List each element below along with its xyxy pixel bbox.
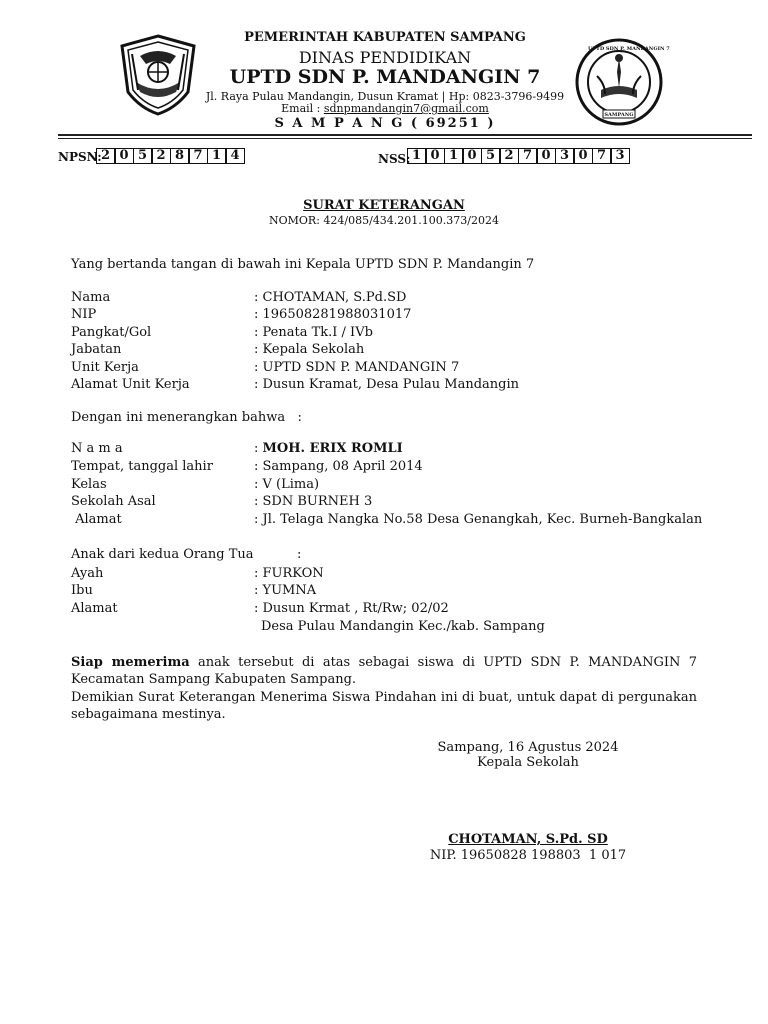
closing-bold-lead: Siap memerima	[71, 655, 190, 670]
student-name-colon: :	[254, 441, 263, 456]
nss-digit-box: 1	[444, 148, 464, 164]
npsn-digit-box: 5	[133, 148, 153, 164]
header-rule-thick	[58, 134, 752, 136]
signer-value: : Dusun Kramat, Desa Pulau Mandangin	[254, 377, 520, 392]
nss-digit-box: 3	[555, 148, 575, 164]
closing-paragraph-1	[71, 654, 697, 688]
student-label: Kelas	[71, 477, 107, 492]
email-label: Email :	[281, 102, 321, 115]
student-label: Alamat	[71, 512, 122, 527]
nss-digit-box: 7	[518, 148, 538, 164]
government-name: PEMERINTAH KABUPATEN SAMPANG	[244, 30, 526, 45]
nss-digit-box: 3	[610, 148, 630, 164]
nss-digit-box: 7	[592, 148, 612, 164]
opening-sentence: Yang bertanda tangan di bawah ini Kepala UPTD SDN P. Mandangin 7	[71, 257, 535, 272]
signer-value: : UPTD SDN P. MANDANGIN 7	[254, 360, 460, 375]
school-email[interactable]: sdnpmandangin7@gmail.com	[323, 102, 489, 115]
signature-position: Kepala Sekolah	[477, 755, 579, 770]
nss-digit-box: 0	[573, 148, 593, 164]
letter-number: NOMOR: 424/085/434.201.100.373/2024	[269, 214, 499, 227]
nss-label: NSS:	[378, 152, 411, 166]
student-value: : Jl. Telaga Nangka No.58 Desa Genangkah, Kec. Burneh-Bangkalan	[254, 512, 703, 527]
npsn-label: NPSN:	[58, 150, 102, 164]
closing-paragraph-2: Demikian Surat Keterangan Menerima Siswa Pindahan ini di buat, untuk dapat di pergunakan sebagaimana mestinya.	[71, 690, 697, 722]
signer-label: Pangkat/Gol	[71, 325, 152, 340]
parent-value: : YUMNA	[254, 583, 317, 598]
parent-value: : Dusun Krmat , Rt/Rw; 02/02	[254, 601, 449, 616]
parent-value: : FURKON	[254, 566, 324, 581]
signature-nip: NIP. 19650828 198803 1 017	[429, 848, 627, 863]
seal-text-bottom: SAMPANG	[604, 112, 634, 118]
signer-value: : Kepala Sekolah	[254, 342, 365, 357]
npsn-digit-box: 4	[225, 148, 245, 164]
npsn-digit-box: 0	[114, 148, 134, 164]
school-email-line	[200, 102, 570, 115]
signer-label: NIP	[71, 307, 97, 322]
student-name-label: N a m a	[71, 441, 123, 456]
nss-digit-box: 2	[499, 148, 519, 164]
student-value: : V (Lima)	[254, 477, 320, 492]
parents-heading-colon: :	[297, 547, 302, 562]
school-address: Jl. Raya Pulau Mandangin, Dusun Kramat | Hp: 0823-3796-9499	[205, 90, 565, 103]
nss-digits	[408, 148, 630, 164]
npsn-digit-box: 2	[96, 148, 116, 164]
parent-address-line2: Desa Pulau Mandangin Kec./kab. Sampang	[261, 619, 545, 634]
regency-crest-logo	[118, 34, 198, 116]
student-label: Sekolah Asal	[71, 494, 156, 509]
nss-digit-box: 0	[536, 148, 556, 164]
signature-name: CHOTAMAN, S.Pd. SD	[448, 832, 608, 847]
signer-value: : 196508281988031017	[254, 307, 412, 322]
school-name: UPTD SDN P. MANDANGIN 7	[229, 66, 541, 88]
student-label: Tempat, tanggal lahir	[71, 459, 213, 474]
signature-place-date: Sampang, 16 Agustus 2024	[437, 740, 619, 755]
npsn-digit-box: 8	[170, 148, 190, 164]
signer-value: : Penata Tk.I / IVb	[254, 325, 373, 340]
parent-label: Ayah	[71, 566, 104, 581]
npsn-digit-box: 1	[207, 148, 227, 164]
signer-label: Alamat Unit Kerja	[71, 377, 190, 392]
parents-heading: Anak dari kedua Orang Tua	[71, 547, 254, 562]
nss-digit-box: 0	[462, 148, 482, 164]
city-postcode: S A M P A N G ( 69251 )	[274, 116, 496, 131]
signer-value: : CHOTAMAN, S.Pd.SD	[254, 290, 407, 305]
department-name: DINAS PENDIDIKAN	[298, 48, 472, 67]
student-name: MOH. ERIX ROMLI	[262, 441, 403, 456]
student-value: : SDN BURNEH 3	[254, 494, 373, 509]
npsn-digit-box: 7	[188, 148, 208, 164]
parent-label: Ibu	[71, 583, 93, 598]
statement-line: Dengan ini menerangkan bahwa :	[71, 410, 302, 425]
parent-label: Alamat	[71, 601, 118, 616]
student-value: : Sampang, 08 April 2014	[254, 459, 423, 474]
closing-paragraph-1-text: anak tersebut di atas sebagai siswa di UPTD SDN P. MANDANGIN 7 Kecamatan Sampang Kabupaten Sampang.	[71, 655, 697, 687]
header-rule-thin	[58, 138, 752, 139]
npsn-digit-box: 2	[151, 148, 171, 164]
letter-title: SURAT KETERANGAN	[303, 198, 465, 213]
npsn-digits	[97, 148, 245, 164]
signer-label: Nama	[71, 290, 111, 305]
seal-text-top: UPTD SDN P. MANDANGIN 7	[588, 46, 670, 52]
nss-digit-box: 0	[425, 148, 445, 164]
nss-digit-box: 1	[407, 148, 427, 164]
signer-label: Unit Kerja	[71, 360, 139, 375]
signer-label: Jabatan	[71, 342, 122, 357]
nss-digit-box: 5	[481, 148, 501, 164]
student-name-row	[254, 441, 403, 456]
